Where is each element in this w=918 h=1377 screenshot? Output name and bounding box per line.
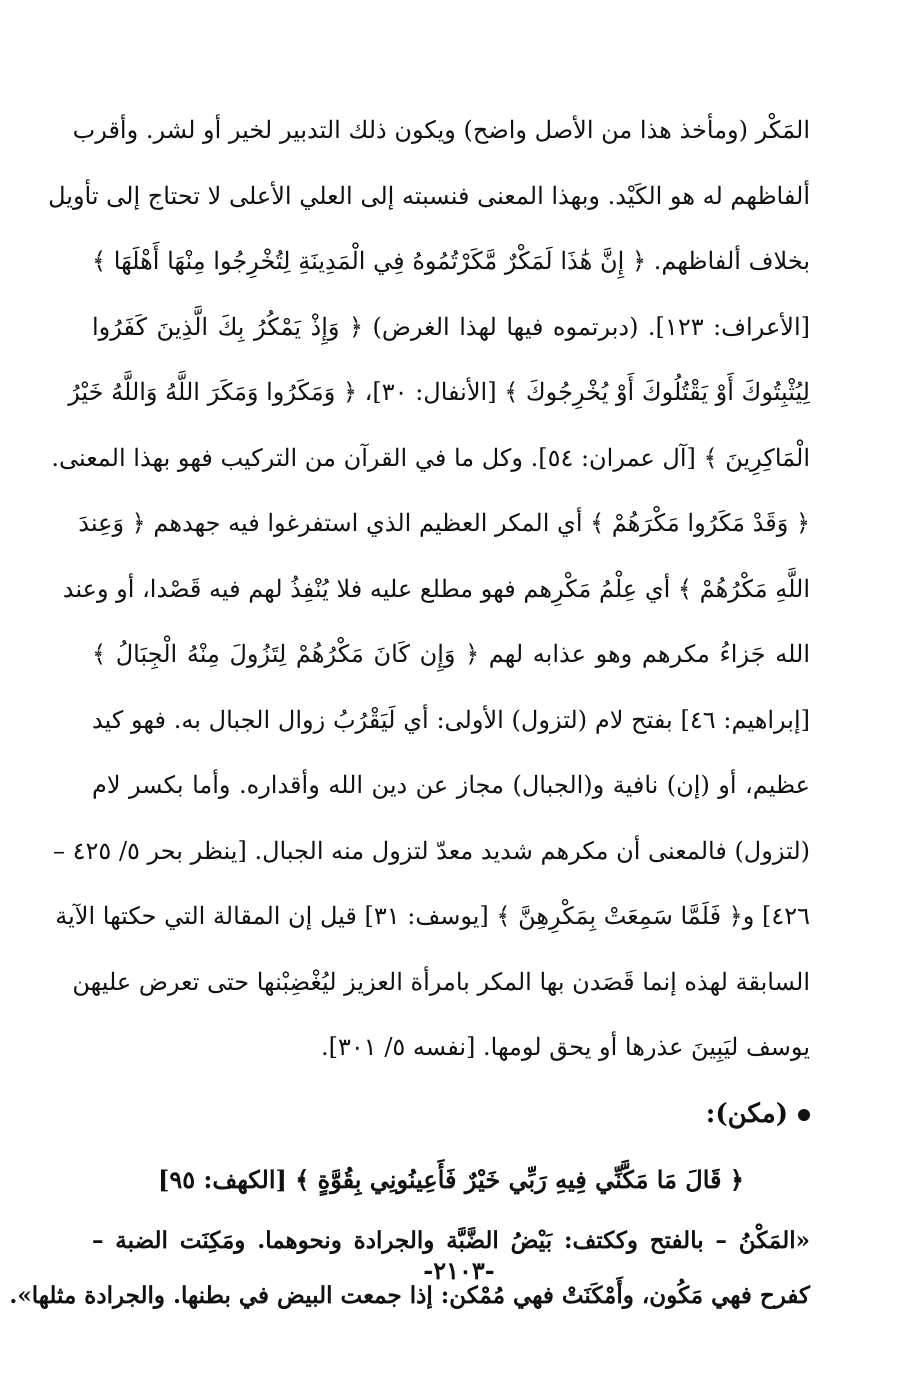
quran-verse: ﴿ قَالَ مَا مَكَّنِّي فِيهِ رَبِّي خَيْرٌ فَأَعِينُونِي بِقُوَّةٍ ﴾ [الكهف: ٩٥] <box>158 1164 744 1194</box>
text-line: (لتزول) فالمعنى أن مكرهم شديد معدّ لتزول منه الجبال. [ينظر بحر ٥/ ٤٢٥ – <box>53 836 810 865</box>
section-heading-text: (مكن): <box>705 1098 788 1129</box>
text-line: ٤٢٦] و﴿ فَلَمَّا سَمِعَتْ بِمَكْرِهِنَّ ﴾ [يوسف: ٣١] قيل إن المقالة التي حكتها الآية <box>55 902 810 930</box>
text-line: ﴿ وَقَدْ مَكَرُوا مَكْرَهُمْ ﴾ أي المكر العظيم الذي استفرغوا فيه جهدهم ﴿ وَعِندَ <box>78 509 810 537</box>
text-line: [إبراهيم: ٤٦] بفتح لام (لتزول) الأولى: أي لَيَقْرُبُ زوال الجبال به. فهو كيد <box>92 705 810 734</box>
body-paragraph <box>48 98 811 1081</box>
text-line: عظيم، أو (إن) نافية و(الجبال) مجاز عن دين الله وأقداره. وأما بكسر لام <box>92 771 810 799</box>
text-line: كفرح فهي مَكُون، وأَمْكَنَتْ فهي مُمْكن: إذا جمعت البيض في بطنها. والجرادة مثلها». <box>9 1281 810 1309</box>
bullet-icon <box>798 1109 810 1121</box>
text-line: ألفاظهم له هو الكَيْد. وبهذا المعنى فنسبته إلى العلي الأعلى لا تحتاج إلى تأويل <box>48 181 810 210</box>
text-line: بخلاف ألفاظهم. ﴿ إِنَّ هَٰذَا لَمَكْرٌ مَّكَرْتُمُوهُ فِي الْمَدِينَةِ لِتُخْرِجُوا مِنْهَا أَهْلَهَا ﴾ <box>92 247 810 275</box>
text-line: [الأعراف: ١٢٣]. (دبرتموه فيها لهذا الغرض) ﴿ وَإِذْ يَمْكُرُ بِكَ الَّذِينَ كَفَرُوا <box>92 312 811 341</box>
text-line: الله جَزاءُ مكرهم وهو عذابه لهم ﴿ وَإِن كَانَ مَكْرُهُمْ لِتَزُولَ مِنْهُ الْجِبَالُ ﴾ <box>92 640 810 668</box>
text-line: الْمَاكِرِينَ ﴾ [آل عمران: ٥٤]. وكل ما في القرآن من التركيب فهو بهذا المعنى. <box>51 443 810 472</box>
text-line: اللَّهِ مَكْرُهُمْ ﴾ أي عِلْمُ مَكْرِهم فهو مطلع عليه فلا يُنْفِذُ لهم فيه قَصْدا، أو وعند <box>62 574 810 603</box>
text-line: المَكْر (ومأخذ هذا من الأصل واضح) ويكون ذلك التدبير لخير أو لشر. وأقرب <box>72 116 810 144</box>
text-line: «المَكْنُ – بالفتح وككتف: بَيْضُ الضَّبَّة والجرادة ونحوهما. ومَكِنَت الضبة – <box>92 1226 810 1254</box>
page-content <box>9 98 811 1323</box>
page-number: -٢١٠٣- <box>423 1256 495 1285</box>
text-line: يوسف ليَبِينَ عذرها أو يحق لومها. [نفسه ٥/ ٣٠١]. <box>321 1033 810 1061</box>
text-line: السابقة لهذه إنما قَصَدن بها المكر بامرأة العزيز ليُغْضِبْنها حتى تعرض عليهن <box>72 967 810 996</box>
section-heading <box>92 1081 810 1147</box>
text-line: لِيُثْبِتُوكَ أَوْ يَقْتُلُوكَ أَوْ يُخْرِجُوكَ ﴾ [الأنفال: ٣٠]، ﴿ وَمَكَرُوا وَمَكَرَ اللَّهُ وَاللَّهُ خَيْرُ <box>68 378 810 406</box>
